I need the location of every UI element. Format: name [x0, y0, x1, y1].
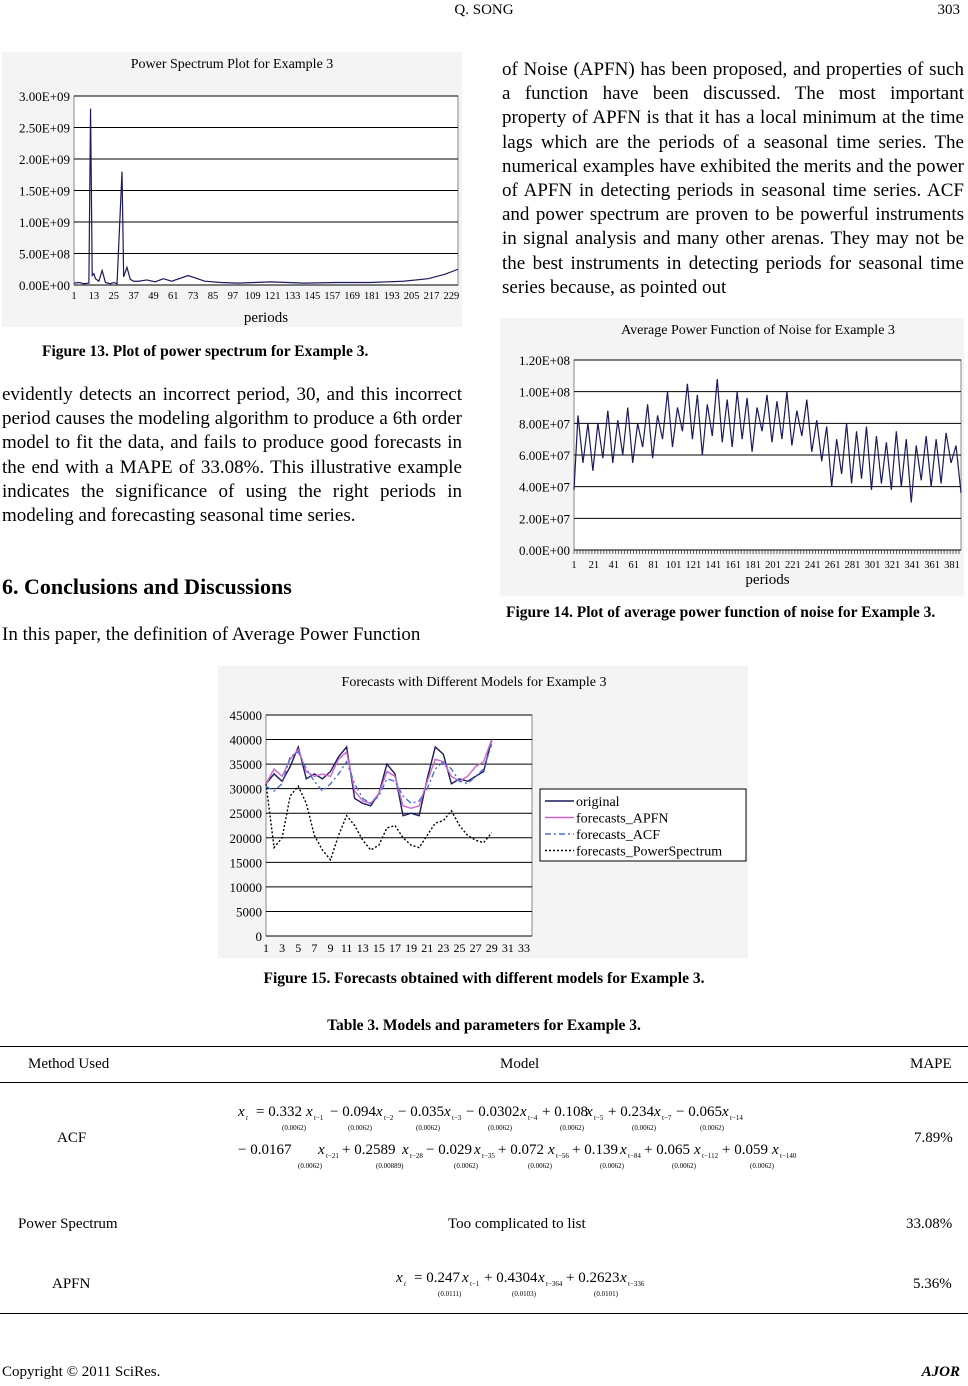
svg-text:x: x [620, 1142, 627, 1158]
svg-text:x: x [722, 1104, 729, 1120]
legend-label: forecasts_APFN [576, 811, 669, 827]
x-tick-label: 81 [648, 560, 659, 571]
svg-text:t−35: t−35 [482, 1152, 495, 1160]
table-row-model-power-spectrum: Too complicated to list [448, 1216, 586, 1232]
y-tick-label: 20000 [229, 830, 262, 846]
svg-text:− 0.0167: − 0.0167 [238, 1142, 292, 1158]
y-tick-label: 40000 [229, 732, 262, 748]
left-paragraph-1-text: evidently detects an incorrect period, 30, and this incorrect period causes the modeling algorithm to produce a 6th order model to fit the data, and fails to produce good forecasts in the end with a MAPE of 33.08%. This illustrative example indicates the significance of using the right periods in modeling and forecasting seasonal time series. [2, 384, 462, 527]
x-tick-label: 19 [405, 941, 418, 955]
svg-text:(0.0062): (0.0062) [282, 1124, 306, 1132]
x-tick-label: 5 [295, 941, 302, 955]
x-tick-label: 101 [665, 560, 682, 571]
y-tick-label: 1.50E+09 [18, 183, 70, 199]
x-tick-label: 11 [340, 941, 353, 955]
legend-label: forecasts_ACF [576, 828, 660, 843]
figure-15 [218, 666, 748, 958]
x-tick-label: 181 [364, 291, 380, 302]
svg-text:t: t [404, 1280, 406, 1288]
svg-text:(0.0062): (0.0062) [750, 1162, 774, 1170]
legend-label: original [576, 795, 620, 810]
left-paragraph-2: In this paper, the definition of Average Power Function [2, 624, 421, 645]
y-tick-label: 45000 [229, 708, 262, 723]
table-row-method-acf: ACF [57, 1130, 87, 1146]
y-tick-label: 0.00E+00 [518, 543, 570, 558]
svg-text:t−112: t−112 [702, 1152, 719, 1160]
x-tick-label: 161 [725, 560, 742, 571]
legend-label: forecasts_PowerSpectrum [576, 844, 723, 860]
svg-text:+ 0.108: + 0.108 [542, 1104, 588, 1120]
y-tick-label: 1.20E+08 [518, 353, 570, 368]
svg-text:t−1: t−1 [314, 1114, 324, 1122]
x-tick-label: 169 [344, 291, 360, 302]
svg-text:(0.0062): (0.0062) [632, 1124, 656, 1132]
svg-text:t−5: t−5 [594, 1114, 604, 1122]
right-paragraph: of Noise (APFN) has been proposed, and properties of such a function have been discussed. The most important property of APFN is that it has a local minimum at the time lags which are the periods of a seasonal time series. The numerical examples have exhibited the merits and the power of APFN in detecting periods in seasonal time series. ACF and power spectrum are proven to be powerful instruments in signal analysis and many other arenas. They may not be the best instruments in detecting periods for seasonal time series because, as pointed out [502, 59, 964, 298]
table-bottom-rule [0, 1313, 968, 1314]
x-tick-label: 1 [71, 291, 77, 302]
svg-text:(0.0062): (0.0062) [672, 1162, 696, 1170]
svg-text:+ 0.139: + 0.139 [572, 1142, 618, 1158]
table-header-mape: MAPE [910, 1056, 952, 1072]
svg-text:x: x [462, 1270, 469, 1286]
svg-text:(0.0062): (0.0062) [298, 1162, 322, 1170]
x-tick-label: 145 [304, 291, 321, 302]
y-tick-label: 1.00E+08 [518, 384, 570, 400]
x-tick-label: 157 [324, 291, 341, 302]
x-tick-label: 49 [148, 291, 159, 302]
x-tick-label: 281 [844, 560, 861, 571]
svg-text:= 0.247: = 0.247 [414, 1270, 460, 1286]
x-tick-label: 7 [311, 941, 318, 955]
table-row-mape-power-spectrum: 33.08% [906, 1216, 953, 1232]
x-tick-label: 21 [588, 560, 600, 571]
x-tick-label: 25 [108, 291, 119, 302]
svg-text:t−1: t−1 [470, 1280, 480, 1288]
svg-text:(0.0111): (0.0111) [438, 1290, 462, 1298]
x-tick-label: 37 [128, 291, 139, 302]
x-tick-label: 29 [485, 941, 498, 955]
svg-text:t: t [246, 1114, 248, 1122]
x-tick-label: 17 [388, 941, 401, 955]
svg-text:− 0.0302: − 0.0302 [466, 1104, 520, 1120]
acf-model-equation [238, 1096, 798, 1185]
x-tick-label: 133 [284, 291, 301, 302]
svg-text:x: x [238, 1104, 245, 1120]
x-tick-label: 121 [685, 560, 702, 571]
x-tick-label: 21 [421, 941, 434, 955]
x-tick-label: 221 [784, 560, 801, 571]
x-tick-label: 381 [944, 560, 960, 571]
plot-area [266, 715, 532, 936]
x-tick-label: 109 [244, 291, 261, 302]
x-tick-label: 15 [372, 941, 385, 955]
table-row-mape-apfn: 5.36% [913, 1276, 952, 1292]
page-number: 303 [937, 2, 960, 18]
svg-text:(0.0062): (0.0062) [528, 1162, 552, 1170]
y-tick-label: 2.00E+07 [518, 511, 570, 527]
x-axis-label: periods [243, 310, 289, 326]
x-tick-label: 201 [765, 560, 781, 571]
x-tick-label: 321 [884, 560, 901, 571]
svg-text:t−4: t−4 [528, 1114, 538, 1122]
x-tick-label: 205 [403, 291, 420, 302]
svg-text:(0.0062): (0.0062) [348, 1124, 372, 1132]
svg-text:(0.0103): (0.0103) [512, 1290, 536, 1298]
footer-journal: AJOR [921, 1364, 960, 1380]
x-tick-label: 229 [443, 291, 460, 302]
table-header-model: Model [500, 1056, 540, 1072]
power-spectrum-chart [2, 52, 462, 327]
running-header-author: Q. SONG [454, 2, 514, 18]
svg-text:+ 0.4304: + 0.4304 [484, 1270, 538, 1286]
y-tick-label: 1.00E+09 [18, 215, 70, 230]
x-tick-label: 141 [705, 560, 722, 571]
y-tick-label: 2.50E+09 [18, 120, 70, 136]
apfn-chart [500, 318, 964, 596]
svg-text:t−28: t−28 [410, 1152, 423, 1160]
svg-text:x: x [520, 1104, 527, 1120]
svg-text:− 0.065: − 0.065 [676, 1104, 722, 1120]
x-tick-label: 1 [263, 941, 269, 955]
svg-text:x: x [474, 1142, 481, 1158]
table-row-mape-acf: 7.89% [914, 1130, 953, 1146]
apfn-model-equation [396, 1262, 666, 1311]
y-tick-label: 4.00E+07 [518, 479, 570, 495]
svg-text:+ 0.065: + 0.065 [644, 1142, 690, 1158]
svg-text:+ 0.2589: + 0.2589 [342, 1142, 396, 1158]
x-tick-label: 41 [608, 560, 620, 571]
y-tick-label: 5000 [236, 904, 262, 920]
x-tick-label: 301 [864, 560, 881, 571]
x-tick-label: 33 [517, 941, 530, 955]
x-tick-label: 27 [469, 941, 482, 955]
x-tick-label: 13 [88, 291, 100, 302]
svg-text:= 0.332: = 0.332 [256, 1104, 302, 1120]
svg-text:(0.0062): (0.0062) [488, 1124, 512, 1132]
svg-text:(0.0062): (0.0062) [560, 1124, 584, 1132]
x-tick-label: 73 [187, 291, 199, 302]
acf-equation-svg [238, 1096, 798, 1180]
y-tick-label: 10000 [229, 879, 262, 895]
y-tick-label: 0 [255, 929, 262, 944]
section-heading: 6. Conclusions and Discussions [2, 574, 292, 599]
y-tick-label: 6.00E+07 [518, 448, 570, 463]
x-tick-label: 13 [356, 941, 369, 955]
x-tick-label: 193 [383, 291, 400, 302]
svg-text:t−140: t−140 [780, 1152, 797, 1160]
forecasts-chart [218, 666, 748, 958]
svg-text:t−21: t−21 [326, 1152, 339, 1160]
y-tick-label: 30000 [229, 781, 262, 797]
svg-text:t−2: t−2 [384, 1114, 394, 1122]
y-tick-label: 8.00E+07 [518, 416, 570, 432]
table-header-method: Method Used [28, 1056, 110, 1072]
y-tick-label: 0.00E+00 [18, 278, 70, 293]
svg-text:x: x [772, 1142, 779, 1158]
x-tick-label: 241 [804, 560, 821, 571]
figure-15-caption: Figure 15. Forecasts obtained with different models for Example 3. [263, 970, 705, 987]
svg-text:t−364: t−364 [546, 1280, 563, 1288]
chart-title: Forecasts with Different Models for Example 3 [341, 675, 607, 690]
svg-text:x: x [306, 1104, 313, 1120]
apfn-equation-svg [396, 1262, 666, 1306]
figure-13-caption: Figure 13. Plot of power spectrum for Example 3. [42, 343, 369, 360]
left-paragraph-1 [2, 383, 462, 528]
x-tick-label: 217 [423, 291, 440, 302]
svg-text:t−336: t−336 [628, 1280, 645, 1288]
svg-text:x: x [548, 1142, 555, 1158]
svg-text:x: x [396, 1270, 403, 1286]
chart-title: Power Spectrum Plot for Example 3 [130, 57, 334, 72]
svg-text:x: x [318, 1142, 325, 1158]
x-tick-label: 361 [924, 560, 941, 571]
x-tick-label: 85 [207, 291, 219, 302]
svg-text:(0.0062): (0.0062) [454, 1162, 478, 1170]
y-tick-label: 5.00E+08 [18, 246, 70, 262]
svg-text:x: x [538, 1270, 545, 1286]
x-tick-label: 61 [168, 291, 179, 302]
x-tick-label: 261 [824, 560, 841, 571]
y-tick-label: 15000 [229, 855, 262, 871]
x-tick-label: 3 [279, 941, 286, 955]
x-tick-label: 61 [628, 560, 639, 571]
svg-text:+ 0.072: + 0.072 [498, 1142, 544, 1158]
x-tick-label: 25 [453, 941, 466, 955]
svg-text:x: x [444, 1104, 451, 1120]
x-tick-label: 1 [571, 560, 577, 571]
svg-text:+ 0.059: + 0.059 [722, 1142, 768, 1158]
svg-text:x: x [654, 1104, 661, 1120]
y-tick-label: 25000 [229, 806, 262, 822]
svg-text:(0.0062): (0.0062) [416, 1124, 440, 1132]
footer-copyright: Copyright © 2011 SciRes. [2, 1364, 161, 1380]
x-tick-label: 31 [501, 941, 514, 955]
y-tick-label: 3.00E+09 [18, 89, 70, 104]
table-3-caption: Table 3. Models and parameters for Example 3. [327, 1017, 641, 1034]
svg-text:t−56: t−56 [556, 1152, 569, 1160]
chart-title: Average Power Function of Noise for Example 3 [621, 323, 895, 338]
table-top-rule [0, 1046, 968, 1047]
x-tick-label: 181 [745, 560, 761, 571]
svg-text:(0.0062): (0.0062) [600, 1162, 624, 1170]
x-tick-label: 23 [437, 941, 450, 955]
svg-text:− 0.094: − 0.094 [330, 1104, 376, 1120]
x-tick-label: 9 [327, 941, 334, 955]
x-tick-label: 341 [904, 560, 921, 571]
svg-text:x: x [402, 1142, 409, 1158]
figure-13 [2, 52, 462, 327]
svg-text:x: x [376, 1104, 383, 1120]
svg-text:t−3: t−3 [452, 1114, 462, 1122]
svg-text:x: x [620, 1270, 627, 1286]
x-tick-label: 121 [264, 291, 281, 302]
svg-text:− 0.029: − 0.029 [426, 1142, 472, 1158]
svg-text:(0.00889): (0.00889) [376, 1162, 404, 1170]
svg-text:t−14: t−14 [730, 1114, 743, 1122]
svg-text:t−7: t−7 [662, 1114, 672, 1122]
svg-text:+ 0.2623: + 0.2623 [566, 1270, 620, 1286]
y-tick-label: 2.00E+09 [18, 152, 70, 167]
table-header-rule [0, 1082, 968, 1083]
svg-text:+ 0.234: + 0.234 [608, 1104, 654, 1120]
x-tick-label: 97 [227, 291, 239, 302]
svg-text:x: x [694, 1142, 701, 1158]
table-row-method-power-spectrum: Power Spectrum [18, 1216, 118, 1232]
y-tick-label: 35000 [229, 757, 262, 773]
figure-14-caption: Figure 14. Plot of average power function of noise for Example 3. [506, 604, 936, 621]
figure-14 [500, 318, 964, 596]
svg-text:x: x [586, 1104, 593, 1120]
svg-text:t−84: t−84 [628, 1152, 641, 1160]
svg-text:(0.0062): (0.0062) [700, 1124, 724, 1132]
svg-text:(0.0101): (0.0101) [594, 1290, 618, 1298]
table-row-method-apfn: APFN [52, 1276, 91, 1292]
svg-text:− 0.035: − 0.035 [398, 1104, 444, 1120]
x-axis-label: periods [745, 572, 790, 588]
